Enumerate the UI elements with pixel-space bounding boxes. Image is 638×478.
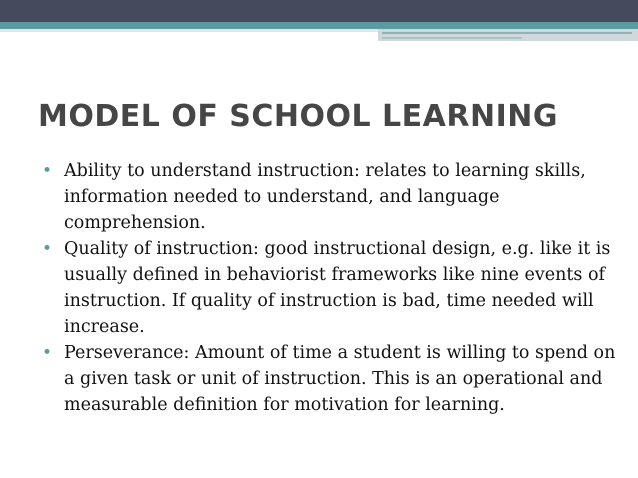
bullet-text: Quality of instruction: good instructional design, e.g. like it is usually defined in behaviorist frameworks like nine events of instruction. If quality of instruction is bad, time needed will increase. — [64, 239, 611, 337]
bullet-list — [40, 158, 620, 418]
bullet-item — [40, 340, 620, 418]
slide-title: MODEL OF SCHOOL LEARNING — [38, 99, 558, 134]
header-accent-line-short — [382, 37, 522, 39]
header-accent-line — [382, 32, 632, 34]
bullet-item — [40, 158, 620, 236]
header-accent-stripe — [0, 22, 638, 29]
bullet-dot-icon: • — [42, 343, 53, 363]
header-band — [0, 0, 638, 22]
header-accent-block — [378, 29, 638, 41]
bullet-text: Perseverance: Amount of time a student is willing to spend on a given task or unit of instruction. This is an operational and measurable definition for motivation for learning. — [64, 343, 616, 415]
bullet-dot-icon: • — [42, 239, 53, 259]
bullet-dot-icon: • — [42, 161, 53, 181]
bullet-text: Ability to understand instruction: relates to learning skills, information needed to understand, and language comprehension. — [64, 161, 586, 233]
bullet-item — [40, 236, 620, 340]
